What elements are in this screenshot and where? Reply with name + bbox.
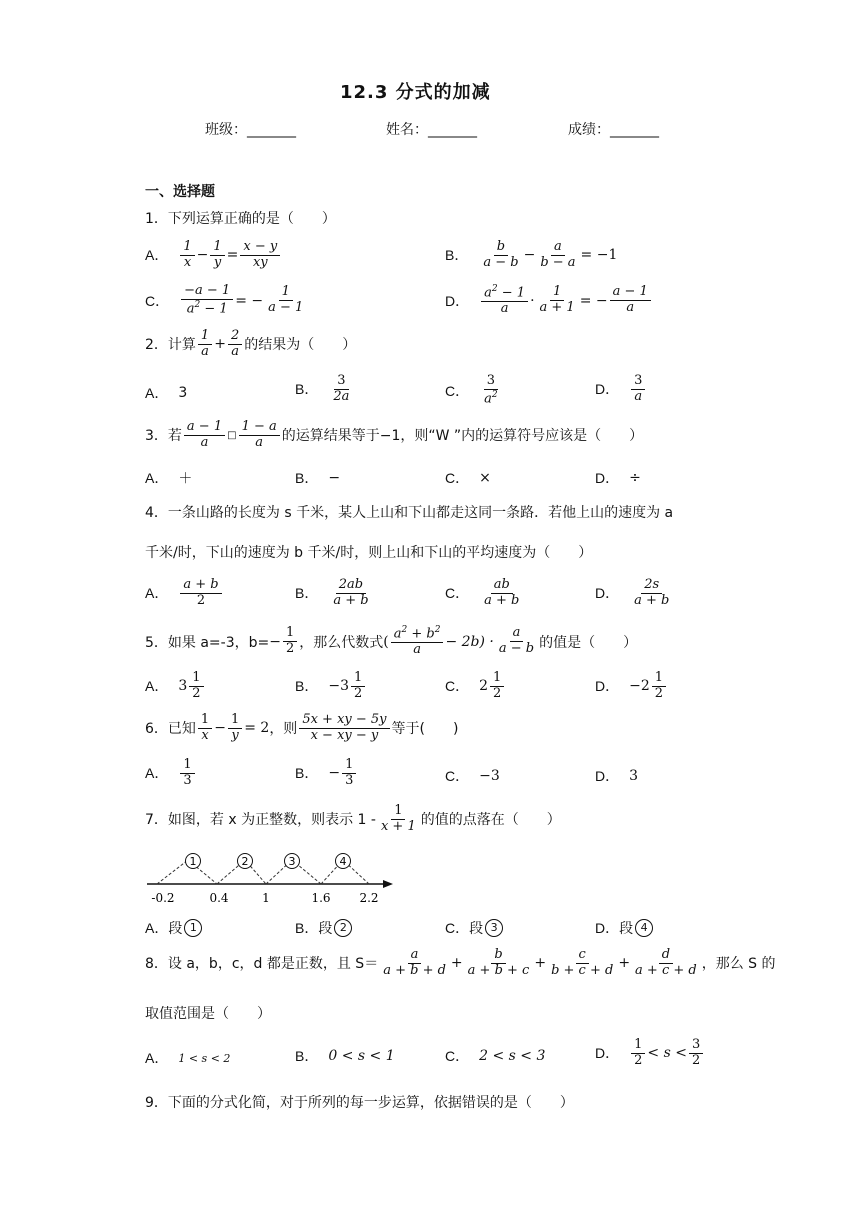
question-2-option-a: A． 3 (145, 385, 188, 401)
question-7-option-b: B．段 2 (295, 918, 352, 938)
question-1-stem: 1．下列运算正确的是（ ） (145, 211, 336, 227)
question-8-option-c: C． 2 < s < 3 (445, 1048, 546, 1064)
question-3-option-a: A． ＋ (145, 470, 193, 487)
question-2-option-c: C． $\frac{3}{a^2}$ (445, 373, 498, 407)
question-8-line-2: 取值范围是（ ） (145, 1006, 271, 1022)
tick-label-3: 1 (262, 891, 270, 905)
segment-1-number: 1 (189, 855, 197, 868)
question-6-option-d: D． 3 (595, 768, 639, 784)
question-5-stem: 5．如果 a=-3，b= − $\frac{1}{2}$ ，那么代数式 ( $\frac{a^2 + b^2}{a}$ − 2b) · $\frac{a}{a - b}$ 的值是（ ） (145, 625, 638, 658)
question-1-option-a: A． $\frac{1}{x}$ − $\frac{1}{y}$ = $\frac{x - y}{xy}$ (145, 240, 282, 271)
question-4-line-1: 4．一条山路的长度为 s 千米，某人上山和下山都走这同一条路．若他上山的速度为 a (145, 505, 674, 521)
question-9-stem: 9．下面的分式化简，对于所列的每一步运算，依据错误的是（ ） (145, 1095, 574, 1111)
segment-3-number: 3 (288, 855, 296, 868)
question-8-option-d: D． $\frac{1}{2}$ < s < $\frac{3}{2}$ (595, 1038, 705, 1069)
question-1-option-c: C． $\frac{-a - 1}{a^2 - 1}$ = − $\frac{1}{a - 1}$ (145, 283, 304, 317)
question-4-line-2: 千米/时，下山的速度为 b 千米/时，则上山和下山的平均速度为（ ） (145, 545, 593, 561)
question-4-option-a: A． $\frac{a + b}{2}$ (145, 578, 224, 609)
question-6-option-b: B． − $\frac{1}{3}$ (295, 758, 358, 789)
arrow-head-icon (383, 880, 393, 888)
question-7-stem: 7．如图，若 x 为正整数，则表示 1 - $\frac{1}{x + 1}$ 的值的点落在（ ） (145, 803, 561, 834)
tick-label-2: 0.4 (209, 891, 229, 905)
score-field: 成绩：_______ (568, 122, 659, 138)
tick-label-1: -0.2 (151, 891, 175, 905)
segment-1-marker (186, 854, 201, 869)
question-8-option-b: B． 0 < s < 1 (295, 1048, 395, 1064)
tick-label-5: 2.2 (359, 891, 379, 905)
segment-2-marker (238, 854, 253, 869)
question-4-option-d: D． $\frac{2s}{a + b}$ (595, 577, 670, 608)
question-2-option-b: B． $\frac{3}{2a}$ (295, 373, 350, 404)
question-7-option-d: D．段 4 (595, 918, 653, 938)
question-5-option-a: A． 3 $\frac{1}{2}$ (145, 671, 206, 702)
question-1-option-d: D． $\frac{a^2 - 1}{a}$ · $\frac{1}{a + 1}$ = − $\frac{a - 1}{a}$ (445, 284, 653, 317)
question-7-option-c: C．段 3 (445, 918, 503, 938)
question-6-stem: 6．已知 $\frac{1}{x}$ − $\frac{1}{y}$ = 2 ，则 $\frac{5x + xy - 5y}{x - xy - y}$ 等于( ) (145, 712, 459, 743)
page-title: 12.3 分式的加减 (340, 82, 491, 103)
question-5-option-d: D． −2 $\frac{1}{2}$ (595, 671, 668, 702)
tick-label-4: 1.6 (311, 891, 331, 905)
question-3-option-d: D． ÷ (595, 470, 641, 486)
segment-4-number: 4 (339, 855, 347, 868)
question-3-option-c: C． × (445, 470, 491, 486)
question-6-option-c: C． −3 (445, 768, 500, 784)
name-field: 姓名：_______ (386, 122, 477, 138)
question-3-option-b: B． − (295, 470, 341, 486)
question-6-option-a: A． $\frac{1}{3}$ (145, 758, 197, 789)
question-1-option-b: B． $\frac{b}{a - b}$ − $\frac{a}{b - a}$ = −1 (445, 239, 618, 270)
question-2-option-d: D． $\frac{3}{a}$ (595, 374, 647, 405)
segment-2-number: 2 (241, 855, 249, 868)
question-3-stem: 3．若 $\frac{a - 1}{a}$ □ $\frac{1 - a}{a}$ 的运算结果等于−1，则“W ”内的运算符号应该是（ ） (145, 419, 644, 450)
question-5-option-b: B． −3 $\frac{1}{2}$ (295, 671, 367, 702)
segment-4-marker (336, 854, 351, 869)
question-5-option-c: C． 2 $\frac{1}{2}$ (445, 671, 506, 702)
segment-3-marker (285, 854, 300, 869)
question-4-option-c: C． $\frac{ab}{a + b}$ (445, 577, 520, 608)
section-title: 一、选择题 (145, 184, 215, 200)
question-7-option-a: A．段 1 (145, 918, 202, 938)
class-field: 班级：_______ (205, 122, 296, 138)
question-2-stem: 2．计算 $\frac{1}{a}$ + $\frac{2}{a}$ 的结果为（ ） (145, 328, 357, 359)
question-8-stem: 8．设 a，b，c，d 都是正数，且 S＝ $\frac{a}{a + b + d}$ + $\frac{b}{a + b + c}$ + $\frac{c}{b + c + d}$ + $\frac{d}{a + c + d}$ ，那么 S 的 (145, 947, 776, 978)
question-4-option-b: B． $\frac{2ab}{a + b}$ (295, 577, 369, 608)
number-line-figure (143, 848, 403, 908)
question-8-option-a: A． 1 < s < 2 (145, 1050, 231, 1066)
